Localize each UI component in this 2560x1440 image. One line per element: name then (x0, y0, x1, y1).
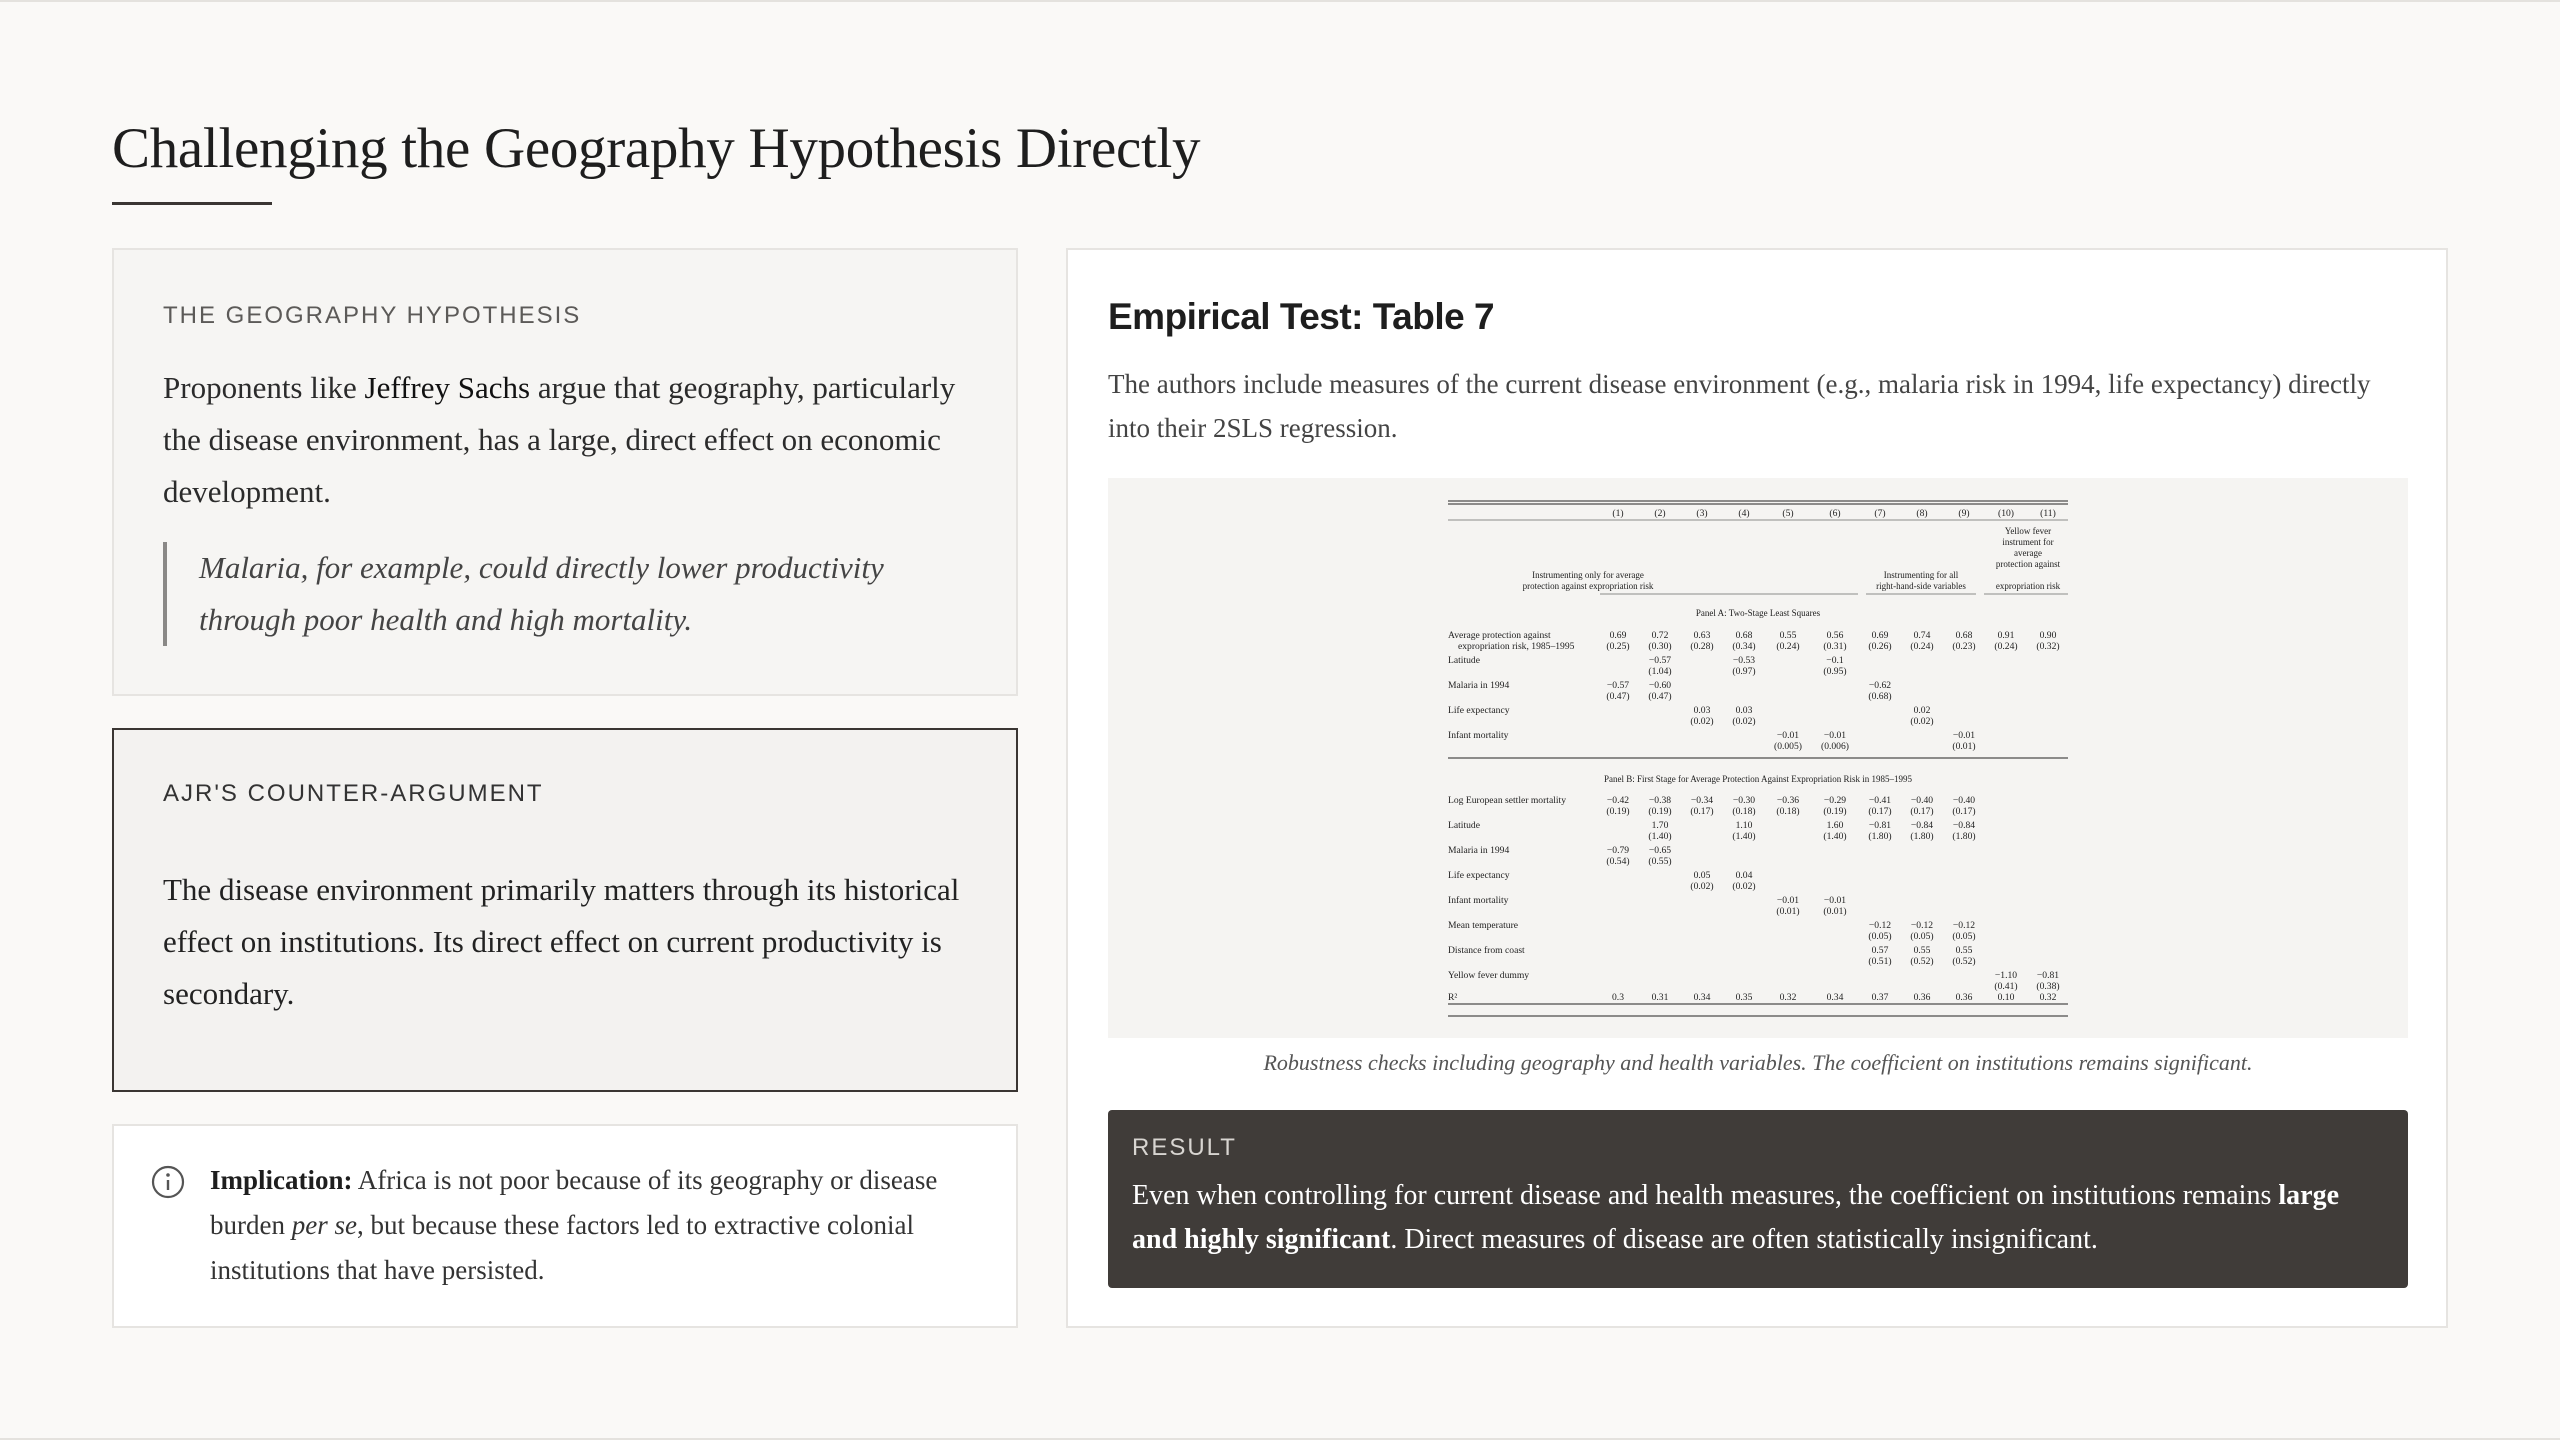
coefficient-cell: 1.60 (1826, 820, 1844, 831)
coefficient-cell: 0.63 (1693, 630, 1711, 641)
standard-error-cell: (1.40) (1732, 831, 1756, 842)
column-number: (11) (2040, 508, 2056, 519)
standard-error-cell: (0.02) (1690, 716, 1714, 727)
coefficient-cell: −0.01 (1952, 730, 1976, 741)
coefficient-cell: −0.29 (1823, 795, 1847, 806)
group3-header-line4: protection against (1995, 559, 2061, 569)
coefficient-cell: −0.81 (2036, 970, 2060, 981)
group1-header-line1: Instrumenting only for average (1532, 570, 1644, 580)
row-label: Latitude (1448, 655, 1480, 666)
group3-header-line1: Yellow fever (2004, 526, 2052, 536)
coefficient-cell: 0.55 (1779, 630, 1797, 641)
row-label: Mean temperature (1448, 920, 1519, 931)
standard-error-cell: (1.80) (1868, 831, 1892, 842)
result-label: RESULT (1132, 1134, 1237, 1161)
top-border (0, 0, 2560, 2)
regression-table-image (1448, 500, 2068, 1018)
result-box (1108, 1110, 2408, 1288)
geography-label: THE GEOGRAPHY HYPOTHESIS (163, 302, 582, 329)
r-squared-cell: 0.3 (1612, 992, 1624, 1003)
coefficient-cell: 0.68 (1735, 630, 1753, 641)
r-squared-cell: 0.36 (1955, 992, 1973, 1003)
column-number: (8) (1916, 508, 1928, 519)
standard-error-cell: (0.55) (1648, 856, 1672, 867)
coefficient-cell: −0.81 (1868, 820, 1892, 831)
coefficient-cell: 0.68 (1955, 630, 1973, 641)
row-label: Life expectancy (1448, 705, 1510, 716)
counter-argument-card (112, 728, 1018, 1092)
standard-error-cell: (0.01) (1776, 906, 1800, 917)
malaria-quote: Malaria, for example, could directly lower productivity through poor health and high mortality. (163, 542, 963, 646)
standard-error-cell: (0.01) (1952, 741, 1976, 752)
standard-error-cell: (0.17) (1690, 806, 1714, 817)
standard-error-cell: (0.005) (1774, 741, 1802, 752)
standard-error-cell: (1.40) (1648, 831, 1672, 842)
row-label: Latitude (1448, 820, 1480, 831)
group2-header-line1: Instrumenting for all (1883, 570, 1959, 580)
column-number: (5) (1782, 508, 1794, 519)
standard-error-cell: (0.51) (1868, 956, 1892, 967)
coefficient-cell: −0.01 (1823, 895, 1847, 906)
standard-error-cell: (0.19) (1823, 806, 1847, 817)
standard-error-cell: (0.02) (1910, 716, 1934, 727)
coefficient-cell: −0.01 (1823, 730, 1847, 741)
column-number: (1) (1612, 508, 1624, 519)
counter-text: The disease environment primarily matters through its historical effect on institutions. Its direct effect on current productivity is secondary. (163, 872, 960, 1011)
standard-error-cell: (0.52) (1910, 956, 1934, 967)
coefficient-cell: −0.65 (1648, 845, 1672, 856)
r-squared-cell: 0.37 (1871, 992, 1889, 1003)
page-title: Challenging the Geography Hypothesis Directly (112, 117, 1201, 180)
column-number: (3) (1696, 508, 1708, 519)
coefficient-cell: 0.91 (1997, 630, 2015, 641)
standard-error-cell: (0.02) (1690, 881, 1714, 892)
row-label: Log European settler mortality (1448, 795, 1567, 806)
empirical-description: The authors include measures of the current disease environment (e.g., malaria risk in 1994, life expectancy) directly into their 2SLS regression. (1108, 369, 2371, 443)
coefficient-cell: 1.10 (1735, 820, 1753, 831)
title-underline (112, 202, 272, 205)
standard-error-cell: (0.02) (1732, 716, 1756, 727)
coefficient-cell: 0.56 (1826, 630, 1844, 641)
coefficient-cell: −0.42 (1606, 795, 1630, 806)
standard-error-cell: (0.05) (1952, 931, 1976, 942)
standard-error-cell: (0.41) (1994, 981, 2018, 992)
coefficient-cell: −0.1 (1826, 655, 1844, 666)
counter-label: AJR'S COUNTER-ARGUMENT (163, 780, 544, 807)
coefficient-cell: 0.57 (1871, 945, 1889, 956)
coefficient-cell: −0.62 (1868, 680, 1892, 691)
standard-error-cell: (0.26) (1868, 641, 1892, 652)
r-squared-cell: 0.31 (1651, 992, 1669, 1003)
r-squared-cell: 0.34 (1826, 992, 1844, 1003)
standard-error-cell: (0.19) (1648, 806, 1672, 817)
coefficient-cell: −0.84 (1952, 820, 1976, 831)
standard-error-cell: (0.23) (1952, 641, 1976, 652)
standard-error-cell: (0.18) (1776, 806, 1800, 817)
group3-header-line5: expropriation risk (1995, 581, 2061, 591)
standard-error-cell: (0.68) (1868, 691, 1892, 702)
coefficient-cell: 0.69 (1609, 630, 1627, 641)
coefficient-cell: −0.01 (1776, 895, 1800, 906)
table-figure (1108, 478, 2408, 1038)
info-icon (150, 1164, 186, 1200)
coefficient-cell: −0.12 (1952, 920, 1976, 931)
r-squared-cell: 0.10 (1997, 992, 2015, 1003)
standard-error-cell: (0.54) (1606, 856, 1630, 867)
group3-header-line2: instrument for (2002, 537, 2054, 547)
geography-text-suffix: argue that geography, particularly the disease environment, has a large, direct effect on economic development. (163, 370, 956, 509)
coefficient-cell: 1.70 (1651, 820, 1669, 831)
implication-text (210, 1158, 980, 1293)
coefficient-cell: −0.60 (1648, 680, 1672, 691)
panel-b-title: Panel B: First Stage for Average Protection Against Expropriation Risk in 1985–1995 (1603, 774, 1913, 784)
group3-header-line3: average (2014, 548, 2042, 558)
standard-error-cell: (0.19) (1606, 806, 1630, 817)
standard-error-cell: (0.17) (1910, 806, 1934, 817)
row-label: Infant mortality (1448, 895, 1509, 906)
standard-error-cell: (0.34) (1732, 641, 1756, 652)
standard-error-cell: (0.006) (1821, 741, 1849, 752)
result-text (1132, 1174, 2382, 1262)
coefficient-cell: 0.69 (1871, 630, 1889, 641)
coefficient-cell: 0.05 (1693, 870, 1711, 881)
row-label: Distance from coast (1448, 945, 1525, 956)
column-number: (9) (1958, 508, 1970, 519)
result-text-b: . Direct measures of disease are often statistically insignificant. (1390, 1224, 2098, 1255)
row-label: Yellow fever dummy (1448, 970, 1530, 981)
implication-em: per se (291, 1210, 357, 1240)
standard-error-cell: (0.52) (1952, 956, 1976, 967)
coefficient-cell: −0.57 (1648, 655, 1672, 666)
geography-text (163, 362, 983, 518)
r-squared-label: R² (1448, 992, 1458, 1003)
result-text-a: Even when controlling for current disease and health measures, the coefficient on institutions remains (1132, 1180, 2279, 1211)
r-squared-cell: 0.32 (1779, 992, 1797, 1003)
coefficient-cell: 0.72 (1651, 630, 1669, 641)
geography-text-prefix: Proponents like (163, 370, 365, 405)
standard-error-cell: (0.30) (1648, 641, 1672, 652)
standard-error-cell: (0.05) (1868, 931, 1892, 942)
group1-header-line2: protection against expropriation risk (1522, 581, 1654, 591)
result-text-bold: large and highly significant (1132, 1180, 2339, 1255)
column-number: (6) (1829, 508, 1841, 519)
coefficient-cell: −0.36 (1776, 795, 1800, 806)
figure-caption: Robustness checks including geography and health variables. The coefficient on institutions remains significant. (1263, 1050, 2253, 1075)
coefficient-cell: 0.04 (1735, 870, 1753, 881)
column-number: (4) (1738, 508, 1750, 519)
column-number: (2) (1654, 508, 1666, 519)
standard-error-cell: (1.80) (1952, 831, 1976, 842)
coefficient-cell: −0.34 (1690, 795, 1714, 806)
row-label: Average protection against (1448, 630, 1551, 641)
geography-text-name: Jeffrey Sachs (364, 370, 531, 405)
standard-error-cell: (0.24) (1994, 641, 2018, 652)
coefficient-cell: −0.41 (1868, 795, 1892, 806)
standard-error-cell: (0.31) (1823, 641, 1847, 652)
standard-error-cell: (0.24) (1776, 641, 1800, 652)
implication-text-a: Africa is not poor because of its geography or disease burden (210, 1165, 938, 1240)
standard-error-cell: (0.05) (1910, 931, 1934, 942)
geography-hypothesis-card (112, 248, 1018, 696)
coefficient-cell: −0.84 (1910, 820, 1934, 831)
coefficient-cell: −0.40 (1952, 795, 1976, 806)
empirical-heading: Empirical Test: Table 7 (1108, 296, 1495, 337)
coefficient-cell: 0.03 (1735, 705, 1753, 716)
coefficient-cell: −1.10 (1994, 970, 2018, 981)
r-squared-cell: 0.32 (2039, 992, 2057, 1003)
standard-error-cell: (0.47) (1606, 691, 1630, 702)
coefficient-cell: −0.57 (1606, 680, 1630, 691)
implication-card (112, 1124, 1018, 1328)
implication-lead: Implication: (210, 1165, 353, 1195)
group2-header-line2: right-hand-side variables (1876, 581, 1966, 591)
coefficient-cell: 0.90 (2039, 630, 2057, 641)
coefficient-cell: −0.40 (1910, 795, 1934, 806)
standard-error-cell: (0.18) (1732, 806, 1756, 817)
coefficient-cell: −0.12 (1910, 920, 1934, 931)
empirical-test-card (1066, 248, 2448, 1328)
standard-error-cell: (0.01) (1823, 906, 1847, 917)
coefficient-cell: −0.12 (1868, 920, 1892, 931)
coefficient-cell: −0.79 (1606, 845, 1630, 856)
coefficient-cell: −0.30 (1732, 795, 1756, 806)
coefficient-cell: 0.74 (1913, 630, 1931, 641)
standard-error-cell: (1.04) (1648, 666, 1672, 677)
coefficient-cell: −0.53 (1732, 655, 1756, 666)
column-number: (7) (1874, 508, 1886, 519)
standard-error-cell: (0.47) (1648, 691, 1672, 702)
row-label: Life expectancy (1448, 870, 1510, 881)
coefficient-cell: 0.03 (1693, 705, 1711, 716)
coefficient-cell: 0.55 (1955, 945, 1973, 956)
coefficient-cell: −0.38 (1648, 795, 1672, 806)
standard-error-cell: (0.02) (1732, 881, 1756, 892)
r-squared-cell: 0.35 (1735, 992, 1753, 1003)
coefficient-cell: 0.02 (1913, 705, 1931, 716)
implication-text-b: , but because these factors led to extractive colonial institutions that have persisted. (210, 1210, 914, 1285)
standard-error-cell: (0.17) (1868, 806, 1892, 817)
r-squared-cell: 0.34 (1693, 992, 1711, 1003)
row-label: Malaria in 1994 (1448, 845, 1510, 856)
standard-error-cell: (0.17) (1952, 806, 1976, 817)
standard-error-cell: (0.38) (2036, 981, 2060, 992)
row-label-continued: expropriation risk, 1985–1995 (1458, 641, 1575, 652)
row-label: Malaria in 1994 (1448, 680, 1510, 691)
coefficient-cell: 0.55 (1913, 945, 1931, 956)
column-number: (10) (1998, 508, 2014, 519)
standard-error-cell: (0.28) (1690, 641, 1714, 652)
standard-error-cell: (1.80) (1910, 831, 1934, 842)
coefficient-cell: −0.01 (1776, 730, 1800, 741)
standard-error-cell: (0.95) (1823, 666, 1847, 677)
row-label: Infant mortality (1448, 730, 1509, 741)
panel-a-title: Panel A: Two-Stage Least Squares (1695, 608, 1821, 618)
standard-error-cell: (0.97) (1732, 666, 1756, 677)
standard-error-cell: (0.24) (1910, 641, 1934, 652)
standard-error-cell: (1.40) (1823, 831, 1847, 842)
r-squared-cell: 0.36 (1913, 992, 1931, 1003)
standard-error-cell: (0.25) (1606, 641, 1630, 652)
standard-error-cell: (0.32) (2036, 641, 2060, 652)
